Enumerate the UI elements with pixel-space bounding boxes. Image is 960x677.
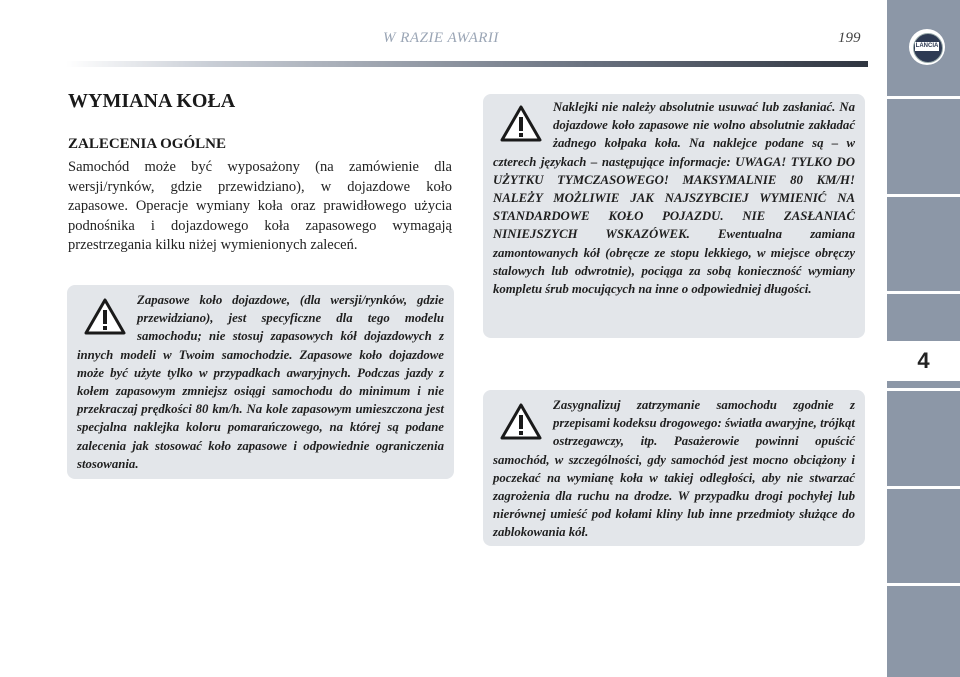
warning-box-right-bottom: [483, 390, 865, 546]
warning-text-right-bottom: Zasygnalizuj zatrzymanie samochodu zgodnie z przepisami kodeksu drogowego: światła awaryjne, trójkąt ostrzegawczy, itp. Pasażerowie powinni opuścić samochód, w szczególności, gdy samochód jest mocno obciążony i poczekać na wymianę koła w takiej odległości, aby nie stwarzać zagrożenia dla ruchu na drodze. W przypadku drogi pochyłej lub nierównej umieść pod kołami kliny lub inne przedmioty służące do zablokowania kół.: [493, 398, 855, 540]
warning-triangle-icon: [499, 402, 543, 442]
tab-divider: [887, 388, 960, 391]
lancia-logo-icon: [909, 29, 945, 65]
tab-divider: [887, 291, 960, 294]
running-header: W RAZIE AWARII: [383, 30, 499, 46]
tab-divider: [887, 194, 960, 197]
warning-box-right-top: [483, 94, 865, 338]
tab-divider: [887, 96, 960, 99]
warning-text-left: Zapasowe koło dojazdowe, (dla wersji/rynków, gdzie przewidziano), jest specyficzne dla tego modelu samochodu; nie stosuj zapasowych kół dojazdowych z innych modeli w Twoim samochodzie. Zapasowe koło dojazdowe może być użyte tylko w przypadkach awaryjnych. Podczas jazdy z kołem zapasowym zmniejsz osiągi samochodu do minimum i nie przekraczaj prędkości 80 km/h. Na kole zapasowym umieszczona jest specjalna naklejka koloru pomarańczowego, na której są podane zalecenia jak stosować koło zapasowe i odpowiednie ograniczenia stosowania.: [77, 293, 444, 471]
subheading: ZALECENIA OGÓLNE: [68, 136, 226, 152]
body-paragraph: Samochód może być wyposażony (na zamówienie dla wersji/rynków, gdzie przewidziano), w dojazdowe koło zapasowe. Operacje wymiany koła oraz prawidłowego użycia podnośnika i dojazdowego koła zapasowego wymagają przestrzegania kilku niżej wymienionych zaleceń.: [68, 159, 452, 253]
chapter-number: 4: [887, 341, 960, 381]
header-rule: [66, 61, 868, 67]
warning-triangle-icon: [83, 297, 127, 337]
warning-text-right-top: Naklejki nie należy absolutnie usuwać lub zasłaniać. Na dojazdowe koło zapasowe nie wolno absolutnie zakładać żadnego kołpaka koła. Na naklejce podane są – w czterech językach – następujące informacje: UWAGA! TYLKO DO UŻYTKU TYMCZASOWEGO! MAKSYMALNIE 80 KM/H! NALEŻY MOŻLIWIE JAK NAJSZYBCIEJ WYMIENIĆ NA STANDARDOWE KOŁO POJAZDU. NIE ZASŁANIAĆ NINIEJSZYCH WSKAZÓWEK. Ewentualna zamiana zamontowanych kół (obręcze ze stopu lekkiego, w miejsce obręczy stalowych lub odwrotnie), pociąga za sobą konieczność wymiany kompletu śrub mocujących na inne o odpowiedniej długości.: [493, 100, 855, 297]
chapter-side-tab: [887, 0, 960, 677]
tab-divider: [887, 583, 960, 586]
section-title: WYMIANA KOŁA: [68, 90, 236, 112]
logo-text: LANCIA: [915, 43, 939, 49]
page-number: 199: [838, 30, 861, 46]
tab-divider: [887, 486, 960, 489]
warning-box-left: [67, 285, 454, 479]
warning-triangle-icon: [499, 104, 543, 144]
